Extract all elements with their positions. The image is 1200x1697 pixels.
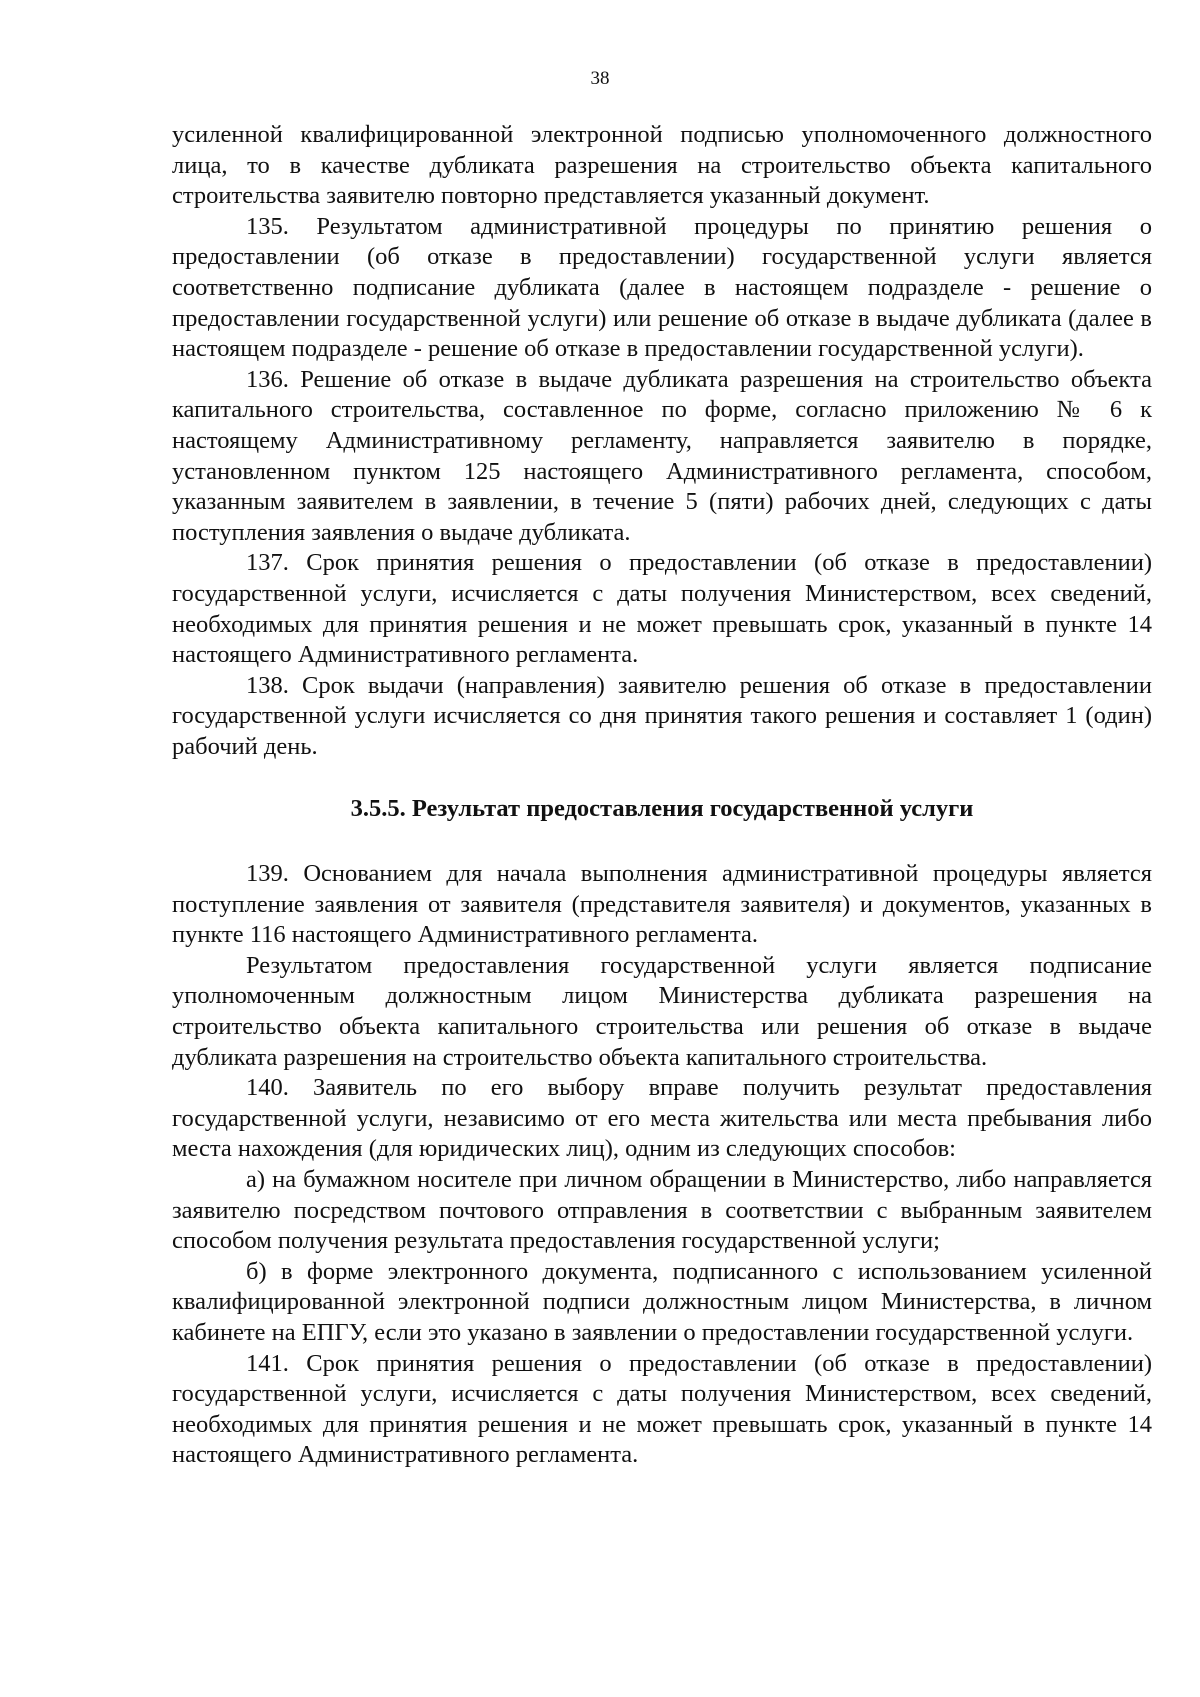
paragraph-136: 136. Решение об отказе в выдаче дубликата разрешения на строительство объекта капитального строительства, составленное по форме, согласно приложению № 6 к настоящему Административному регламенту, направляется заявителю в порядке, установленном пунктом 125 настоящего Административного регламента, способом, указанным заявителем в заявлении, в течение 5 (пяти) рабочих дней, следующих с даты поступления заявления о выдаче дубликата. [172, 365, 1152, 546]
paragraph-135: 135. Результатом административной процедуры по принятию решения о предоставлении (об отказе в предоставлении) государственной услуги является соответственно подписание дубликата (далее в настоящем подразделе - решение о предоставлении государственной услуги) или решение об отказе в выдаче дубликата (далее в настоящем подразделе - решение об отказе в предоставлении государственной услуги). [172, 212, 1152, 363]
paragraph-141: 141. Срок принятия решения о предоставлении (об отказе в предоставлении) государственной услуги, исчисляется с даты получения Министерством, всех сведений, необходимых для принятия решения и не может превышать срок, указанный в пункте 14 настоящего Административного регламента. [172, 1349, 1152, 1469]
paragraph-140-a: а) на бумажном носителе при личном обращении в Министерство, либо направляется заявителю посредством почтового отправления в соответствии с выбранным заявителем способом получения результата предоставления государственной услуги; [172, 1166, 1152, 1255]
paragraph-137: 137. Срок принятия решения о предоставлении (об отказе в предоставлении) государственной услуги, исчисляется с даты получения Министерством, всех сведений, необходимых для принятия решения и не может превышать срок, указанный в пункте 14 настоящего Административного регламента. [172, 549, 1152, 669]
paragraph-continuation: усиленной квалифицированной электронной подписью уполномоченного должностного лица, то в качестве дубликата разрешения на строительство объекта капитального строительства заявителю повторно представляется указанный документ. [172, 121, 1152, 210]
document-body [172, 120, 1152, 1471]
page-number: 38 [590, 68, 610, 89]
paragraph-138: 138. Срок выдачи (направления) заявителю решения об отказе в предоставлении государственной услуги исчисляется со дня принятия такого решения и составляет 1 (один) рабочий день. [172, 671, 1152, 760]
paragraph-140: 140. Заявитель по его выбору вправе получить результат предоставления государственной услуги, независимо от его места жительства или места пребывания либо места нахождения (для юридических лиц), одним из следующих способов: [172, 1074, 1152, 1163]
section-heading: 3.5.5. Результат предоставления государственной услуги [350, 795, 974, 823]
paragraph-139: 139. Основанием для начала выполнения административной процедуры является поступление заявления от заявителя (представителя заявителя) и документов, указанных в пункте 116 настоящего Административного регламента. [172, 860, 1152, 949]
paragraph-140-b: б) в форме электронного документа, подписанного с использованием усиленной квалифицированной электронной подписи должностным лицом Министерства, в личном кабинете на ЕПГУ, если это указано в заявлении о предоставлении государственной услуги. [172, 1257, 1152, 1346]
paragraph-139-result: Результатом предоставления государственной услуги является подписание уполномоченным должностным лицом Министерства дубликата разрешения на строительство объекта капитального строительства или решения об отказе в выдаче дубликата разрешения на строительство объекта капитального строительства. [172, 951, 1152, 1071]
